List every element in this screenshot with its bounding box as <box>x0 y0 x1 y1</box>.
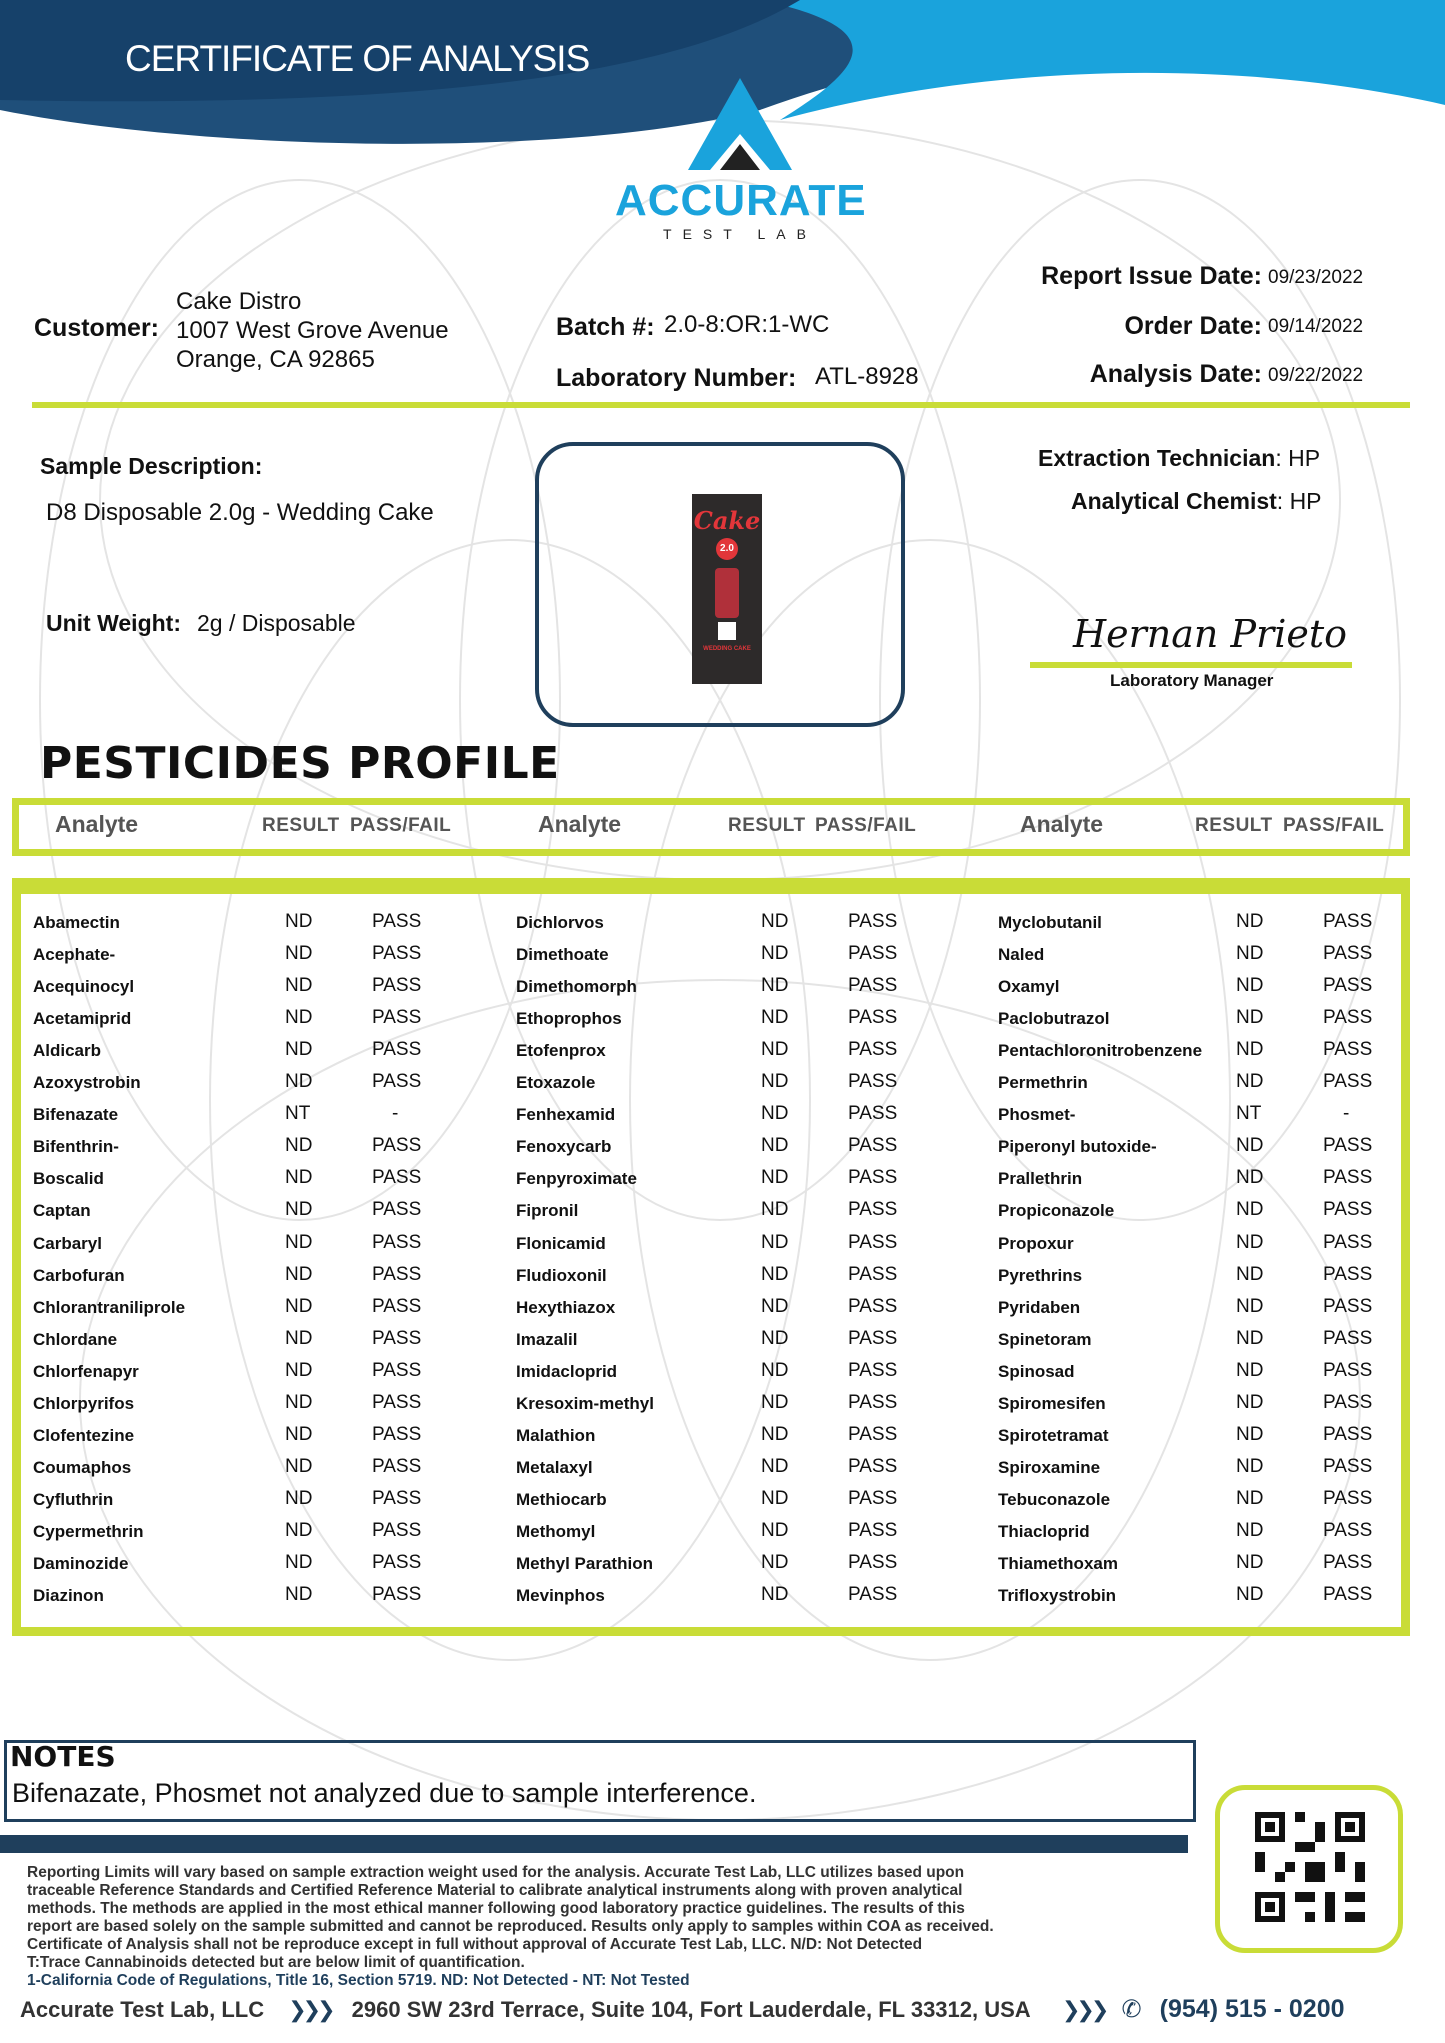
analyte-result: ND <box>285 1552 313 1573</box>
analyte-name: Captan <box>33 1201 91 1221</box>
signature-line <box>1030 662 1352 668</box>
analyte-result: ND <box>1236 1519 1264 1541</box>
header-analyte: Analyte <box>55 811 139 837</box>
analyte-name: Abamectin <box>33 913 120 932</box>
analyte-name: Kresoxim-methyl <box>516 1393 654 1413</box>
product-photo-frame <box>535 442 905 727</box>
analyte-result: ND <box>761 1103 789 1125</box>
analyte-pass-fail: PASS <box>372 1487 422 1509</box>
analyte-name: Boscalid <box>33 1169 104 1189</box>
analyte-pass-fail: PASS <box>1323 1455 1373 1477</box>
disclaimer-line: report are based solely on the sample submitted and cannot be reproduced. Results only apply to samples within COA as received. <box>27 1918 994 1935</box>
analyte-result: ND <box>761 1391 789 1413</box>
qr-code-icon <box>1255 1812 1365 1922</box>
analyte-pass-fail: PASS <box>1323 1295 1373 1317</box>
analyte-pass-fail: PASS <box>848 975 898 997</box>
analyte-pass-fail: PASS <box>848 1487 898 1509</box>
analyte-name: Coumaphos <box>33 1457 132 1477</box>
analyte-pass-fail: PASS <box>1323 1519 1373 1541</box>
analyte-pass-fail: PASS <box>372 1199 422 1221</box>
customer-label: Customer: <box>34 314 160 342</box>
header-result: RESULT <box>262 815 340 836</box>
analyte-result: NT <box>1236 1103 1262 1125</box>
analyte-result: ND <box>1236 1552 1264 1573</box>
analyte-name: Myclobutanil <box>998 913 1102 932</box>
analyte-result: ND <box>761 1199 789 1221</box>
analysis-date-value: 09/22/2022 <box>1268 365 1364 386</box>
analyte-result: ND <box>1236 1263 1264 1285</box>
analyte-pass-fail: PASS <box>848 911 898 932</box>
analyte-result: ND <box>761 975 789 997</box>
regulation-note: 1-California Code of Regulations, Title 16, Section 5719. ND: Not Detected - NT: Not Tested <box>27 1972 690 1989</box>
analyte-name: Diazinon <box>33 1586 104 1606</box>
analyte-result: ND <box>761 1231 789 1253</box>
header-pass-fail: PASS/FAIL <box>350 815 452 836</box>
extraction-technician <box>1038 445 1320 472</box>
analyte-result: ND <box>1236 1135 1264 1157</box>
analyte-name: Propoxur <box>998 1233 1074 1253</box>
analyte-result: ND <box>285 1231 313 1253</box>
analyte-pass-fail: PASS <box>372 943 422 965</box>
analyte-result: ND <box>285 1263 313 1285</box>
analyte-name: Propiconazole <box>998 1201 1115 1221</box>
analyte-pass-fail: PASS <box>372 1552 422 1573</box>
report-issue-date-label: Report Issue Date: <box>1041 262 1262 290</box>
analyte-pass-fail: PASS <box>1323 1071 1373 1093</box>
sample-description-value: D8 Disposable 2.0g - Wedding Cake <box>46 499 434 526</box>
analyte-pass-fail: PASS <box>848 1071 898 1093</box>
analyte-name: Carbaryl <box>33 1233 102 1253</box>
batch-value: 2.0-8:OR:1-WC <box>664 311 830 338</box>
disclaimer <box>27 1864 1092 1990</box>
analyte-name: Fludioxonil <box>516 1265 607 1285</box>
analysis-date-label: Analysis Date: <box>1089 360 1262 388</box>
batch-label: Batch #: <box>556 313 655 341</box>
analyte-name: Spinosad <box>998 1361 1075 1381</box>
header-pass-fail: PASS/FAIL <box>1283 815 1385 836</box>
analyte-result: ND <box>285 1487 313 1509</box>
analyte-pass-fail: PASS <box>372 1423 422 1445</box>
analyte-result: NT <box>285 1103 311 1125</box>
header-result: RESULT <box>1195 815 1273 836</box>
analyte-pass-fail: PASS <box>1323 911 1373 932</box>
analyte-pass-fail: PASS <box>848 1359 898 1381</box>
analyte-result: ND <box>1236 1071 1264 1093</box>
analyte-pass-fail: PASS <box>848 1552 898 1573</box>
analyte-pass-fail: PASS <box>1323 1391 1373 1413</box>
header-result: RESULT <box>728 815 806 836</box>
analyte-pass-fail: PASS <box>372 1263 422 1285</box>
analyte-result: ND <box>761 1552 789 1573</box>
analyte-pass-fail: PASS <box>848 1391 898 1413</box>
analyte-pass-fail: PASS <box>848 1039 898 1061</box>
analyte-name: Cypermethrin <box>33 1521 144 1541</box>
disclaimer-line: Reporting Limits will vary based on sample extraction weight used for the analysis. Accurate Test Lab, LLC utilizes based upon <box>27 1864 965 1881</box>
analyte-pass-fail: PASS <box>848 943 898 965</box>
analyte-result: ND <box>285 975 313 997</box>
analyte-result: ND <box>285 1295 313 1317</box>
unit-weight-value: 2g / Disposable <box>197 610 356 636</box>
analyte-name: Spirotetramat <box>998 1425 1109 1445</box>
analyte-pass-fail: PASS <box>1323 1199 1373 1221</box>
document-title: CERTIFICATE OF ANALYSIS <box>125 38 590 79</box>
analyte-result: ND <box>1236 943 1264 965</box>
analyte-result: ND <box>761 943 789 965</box>
analyte-name: Azoxystrobin <box>33 1073 141 1093</box>
product-caption: WEDDING CAKE <box>703 646 751 652</box>
analyte-result: ND <box>285 1327 313 1349</box>
analyte-result: ND <box>285 1359 313 1381</box>
analyte-result: ND <box>761 1007 789 1029</box>
analyte-name: Hexythiazox <box>516 1297 616 1317</box>
analyte-pass-fail: PASS <box>1323 1584 1373 1606</box>
chevron-right-icon: ❯❯❯ <box>1062 1997 1106 2022</box>
product-brand: Cake <box>693 506 761 535</box>
analyte-name: Acequinocyl <box>33 977 135 997</box>
disclaimer-line: methods. The methods are applied in the most ethical manner following good laboratory practice guidelines. The results of this <box>27 1900 965 1917</box>
analyte-pass-fail: PASS <box>372 1359 422 1381</box>
analyte-result: ND <box>285 1135 313 1157</box>
analyte-result: ND <box>761 1135 789 1157</box>
analyte-result: ND <box>1236 1391 1264 1413</box>
product-badge: 2.0 <box>716 538 738 560</box>
extraction-technician-value: : HP <box>1275 445 1321 471</box>
order-date-value: 09/14/2022 <box>1268 316 1364 337</box>
analyte-result: ND <box>285 1167 313 1189</box>
disclaimer-line: traceable Reference Standards and Certified Reference Material to calibrate analytical instruments along with proven analytical <box>27 1882 963 1899</box>
analyte-pass-fail: PASS <box>848 1295 898 1317</box>
chevron-right-icon: ❯❯❯ <box>288 1997 332 2022</box>
analyte-name: Etoxazole <box>516 1073 596 1093</box>
analyte-pass-fail: PASS <box>1323 1231 1373 1253</box>
analyte-name: Fenoxycarb <box>516 1137 612 1157</box>
header-analyte: Analyte <box>1020 811 1104 837</box>
analyte-pass-fail: PASS <box>372 1135 422 1157</box>
cartridge-icon <box>715 568 739 618</box>
analyte-pass-fail: PASS <box>1323 1359 1373 1381</box>
manager-title: Laboratory Manager <box>1110 671 1274 690</box>
analyte-result: ND <box>1236 1423 1264 1445</box>
analyte-pass-fail: PASS <box>1323 1007 1373 1029</box>
analyte-result: ND <box>761 1167 789 1189</box>
logo-subtitle: TEST LAB <box>663 226 817 242</box>
lab-number-label: Laboratory Number: <box>556 364 797 392</box>
analyte-name: Chlordane <box>33 1329 118 1349</box>
footer-phone[interactable]: (954) 515 - 0200 <box>1159 1995 1345 2023</box>
analytical-chemist-label: Analytical Chemist <box>1071 488 1277 514</box>
analyte-name: Piperonyl butoxide- <box>998 1137 1157 1157</box>
analyte-pass-fail: PASS <box>372 1231 422 1253</box>
analyte-result: ND <box>761 1519 789 1541</box>
analyte-result: ND <box>285 1199 313 1221</box>
analyte-name: Metalaxyl <box>516 1457 593 1477</box>
analyte-pass-fail: PASS <box>372 1391 422 1413</box>
analyte-result: ND <box>761 1423 789 1445</box>
notes-text: Bifenazate, Phosmet not analyzed due to sample interference. <box>12 1778 757 1808</box>
analyte-pass-fail: PASS <box>1323 1039 1373 1061</box>
product-image <box>692 494 762 684</box>
analyte-result: ND <box>761 1487 789 1509</box>
header-analyte: Analyte <box>538 811 622 837</box>
analyte-pass-fail: PASS <box>372 1519 422 1541</box>
analyte-pass-fail: PASS <box>372 1039 422 1061</box>
footer-bar <box>0 1835 1188 1853</box>
analyte-result: ND <box>1236 1584 1264 1606</box>
analyte-name: Dichlorvos <box>516 913 604 932</box>
analyte-name: Spiromesifen <box>998 1393 1106 1413</box>
analyte-result: ND <box>285 1071 313 1093</box>
pesticides-title: PESTICIDES PROFILE <box>40 738 560 789</box>
notes-title: NOTES <box>10 1740 116 1773</box>
analyte-result: ND <box>1236 1199 1264 1221</box>
analyte-pass-fail: PASS <box>848 1423 898 1445</box>
analyte-pass-fail: PASS <box>372 1584 422 1606</box>
analyte-result: ND <box>761 1071 789 1093</box>
analyte-name: Chlorantraniliprole <box>33 1297 186 1317</box>
analyte-result: ND <box>761 1359 789 1381</box>
analyte-result: ND <box>761 1584 789 1606</box>
analyte-result: ND <box>285 1519 313 1541</box>
analyte-name: Fenpyroximate <box>516 1169 637 1189</box>
lab-number-value: ATL-8928 <box>815 363 919 390</box>
analyte-result: ND <box>761 1455 789 1477</box>
analyte-result: ND <box>285 1007 313 1029</box>
analyte-result: ND <box>761 1295 789 1317</box>
qr-code-frame[interactable] <box>1215 1785 1403 1953</box>
analyte-name: Bifenazate <box>33 1105 119 1125</box>
analyte-name: Mevinphos <box>516 1586 605 1606</box>
analyte-name: Fenhexamid <box>516 1105 616 1125</box>
analyte-result: ND <box>285 1584 313 1606</box>
analyte-pass-fail: PASS <box>372 1327 422 1349</box>
analytical-chemist <box>1071 488 1322 515</box>
analyte-name: Bifenthrin- <box>33 1137 119 1157</box>
sample-description-label: Sample Description: <box>40 453 263 479</box>
analyte-pass-fail: PASS <box>1323 1135 1373 1157</box>
analyte-pass-fail: PASS <box>848 1167 898 1189</box>
analyte-pass-fail: PASS <box>848 1584 898 1606</box>
analyte-pass-fail: PASS <box>372 1167 422 1189</box>
analyte-name: Fipronil <box>516 1201 579 1221</box>
analyte-pass-fail: PASS <box>1323 975 1373 997</box>
cake-logo-icon <box>718 622 736 640</box>
analyte-result: ND <box>285 911 313 932</box>
footer-company: Accurate Test Lab, LLC <box>20 1997 265 2022</box>
order-date-label: Order Date: <box>1124 312 1262 340</box>
analyte-pass-fail: PASS <box>1323 1423 1373 1445</box>
analyte-pass-fail: PASS <box>1323 1263 1373 1285</box>
analyte-name: Pentachloronitrobenzene <box>998 1041 1203 1061</box>
analyte-name: Oxamyl <box>998 977 1060 997</box>
analyte-pass-fail: PASS <box>372 1455 422 1477</box>
analyte-name: Thiacloprid <box>998 1521 1090 1541</box>
disclaimer-line: T:Trace Cannabinoids detected but are below limit of quantification. <box>27 1954 525 1971</box>
analyte-name: Cyfluthrin <box>33 1489 114 1509</box>
analyte-result: ND <box>1236 1039 1264 1061</box>
analyte-result: ND <box>285 1391 313 1413</box>
footer <box>20 1995 1345 2024</box>
analyte-name: Acephate- <box>33 945 116 965</box>
analyte-pass-fail: - <box>392 1103 399 1125</box>
analyte-pass-fail: - <box>1343 1103 1350 1125</box>
analyte-name: Acetamiprid <box>33 1009 132 1029</box>
analyte-result: ND <box>1236 911 1264 932</box>
header-pass-fail: PASS/FAIL <box>815 815 917 836</box>
unit-weight-label: Unit Weight: <box>46 610 181 636</box>
analyte-name: Spiroxamine <box>998 1457 1101 1477</box>
logo-wordmark: ACCURATE <box>615 176 867 225</box>
analyte-name: Chlorpyrifos <box>33 1393 135 1413</box>
analyte-name: Daminozide <box>33 1554 129 1573</box>
analytical-chemist-value: : HP <box>1276 488 1322 514</box>
analyte-name: Spinetoram <box>998 1329 1092 1349</box>
analyte-pass-fail: PASS <box>372 1071 422 1093</box>
analyte-result: ND <box>1236 1455 1264 1477</box>
analyte-pass-fail: PASS <box>372 975 422 997</box>
analyte-pass-fail: PASS <box>848 1327 898 1349</box>
analyte-name: Thiamethoxam <box>998 1554 1118 1573</box>
analyte-name: Prallethrin <box>998 1169 1083 1189</box>
pesticides-table <box>12 878 1410 1636</box>
analyte-name: Tebuconazole <box>998 1489 1111 1509</box>
analyte-pass-fail: PASS <box>372 1007 422 1029</box>
analyte-result: ND <box>1236 975 1264 997</box>
analyte-name: Permethrin <box>998 1073 1088 1093</box>
analyte-name: Naled <box>998 945 1045 965</box>
analyte-name: Flonicamid <box>516 1233 606 1253</box>
analyte-result: ND <box>1236 1167 1264 1189</box>
analyte-pass-fail: PASS <box>1323 1552 1373 1573</box>
analyte-result: ND <box>1236 1007 1264 1029</box>
analyte-name: Methiocarb <box>516 1489 607 1509</box>
analyte-name: Ethoprophos <box>516 1009 622 1029</box>
phone-icon: ✆ <box>1121 1996 1142 2023</box>
analyte-name: Methyl Parathion <box>516 1554 653 1573</box>
analyte-result: ND <box>285 1455 313 1477</box>
accurate-logo <box>615 78 865 248</box>
analyte-pass-fail: PASS <box>848 1007 898 1029</box>
analyte-result: ND <box>761 1039 789 1061</box>
analyte-result: ND <box>761 1327 789 1349</box>
analyte-name: Pyrethrins <box>998 1265 1083 1285</box>
customer-address-line2: Orange, CA 92865 <box>176 346 375 373</box>
analyte-pass-fail: PASS <box>1323 1487 1373 1509</box>
analyte-pass-fail: PASS <box>1323 943 1373 965</box>
analyte-pass-fail: PASS <box>848 1263 898 1285</box>
analyte-pass-fail: PASS <box>1323 1167 1373 1189</box>
analyte-result: ND <box>285 943 313 965</box>
analyte-result: ND <box>285 1423 313 1445</box>
analyte-result: ND <box>1236 1295 1264 1317</box>
analyte-name: Dimethoate <box>516 945 609 965</box>
analyte-pass-fail: PASS <box>848 1103 898 1125</box>
analyte-name: Clofentezine <box>33 1425 135 1445</box>
analyte-name: Paclobutrazol <box>998 1009 1110 1029</box>
analyte-name: Imazalil <box>516 1329 578 1349</box>
analyte-pass-fail: PASS <box>372 1295 422 1317</box>
analyte-pass-fail: PASS <box>848 1231 898 1253</box>
analyte-name: Trifloxystrobin <box>998 1586 1117 1606</box>
customer-name: Cake Distro <box>176 288 302 315</box>
analyte-pass-fail: PASS <box>1323 1327 1373 1349</box>
extraction-technician-label: Extraction Technician <box>1038 445 1276 471</box>
analyte-name: Imidacloprid <box>516 1361 618 1381</box>
report-issue-date-value: 09/23/2022 <box>1268 267 1364 288</box>
analyte-pass-fail: PASS <box>848 1135 898 1157</box>
analyte-result: ND <box>285 1039 313 1061</box>
analyte-name: Methomyl <box>516 1521 596 1541</box>
analyte-name: Phosmet- <box>998 1105 1076 1125</box>
analyte-result: ND <box>1236 1231 1264 1253</box>
analyte-name: Carbofuran <box>33 1265 125 1285</box>
analyte-result: ND <box>1236 1487 1264 1509</box>
analyte-pass-fail: PASS <box>848 1199 898 1221</box>
analyte-pass-fail: PASS <box>848 1455 898 1477</box>
analyte-pass-fail: PASS <box>848 1519 898 1541</box>
analyte-name: Etofenprox <box>516 1041 606 1061</box>
analyte-name: Pyridaben <box>998 1297 1081 1317</box>
footer-address: 2960 SW 23rd Terrace, Suite 104, Fort Lauderdale, FL 33312, USA <box>351 1997 1030 2022</box>
analyte-result: ND <box>761 911 789 932</box>
analyte-result: ND <box>1236 1359 1264 1381</box>
analyte-name: Malathion <box>516 1425 596 1445</box>
analyte-name: Aldicarb <box>33 1041 102 1061</box>
analyte-pass-fail: PASS <box>372 911 422 932</box>
analyte-result: ND <box>1236 1327 1264 1349</box>
manager-signature: Hernan Prieto <box>1073 612 1347 656</box>
header-divider <box>32 402 1410 408</box>
analyte-name: Dimethomorph <box>516 977 637 997</box>
analyte-result: ND <box>761 1263 789 1285</box>
disclaimer-line: Certificate of Analysis shall not be reproduce except in full without approval of Accurate Test Lab, LLC. N/D: Not Detected <box>27 1936 923 1953</box>
logo-triangle-icon <box>688 78 792 170</box>
analyte-name: Chlorfenapyr <box>33 1361 139 1381</box>
customer-address-line1: 1007 West Grove Avenue <box>176 317 449 344</box>
